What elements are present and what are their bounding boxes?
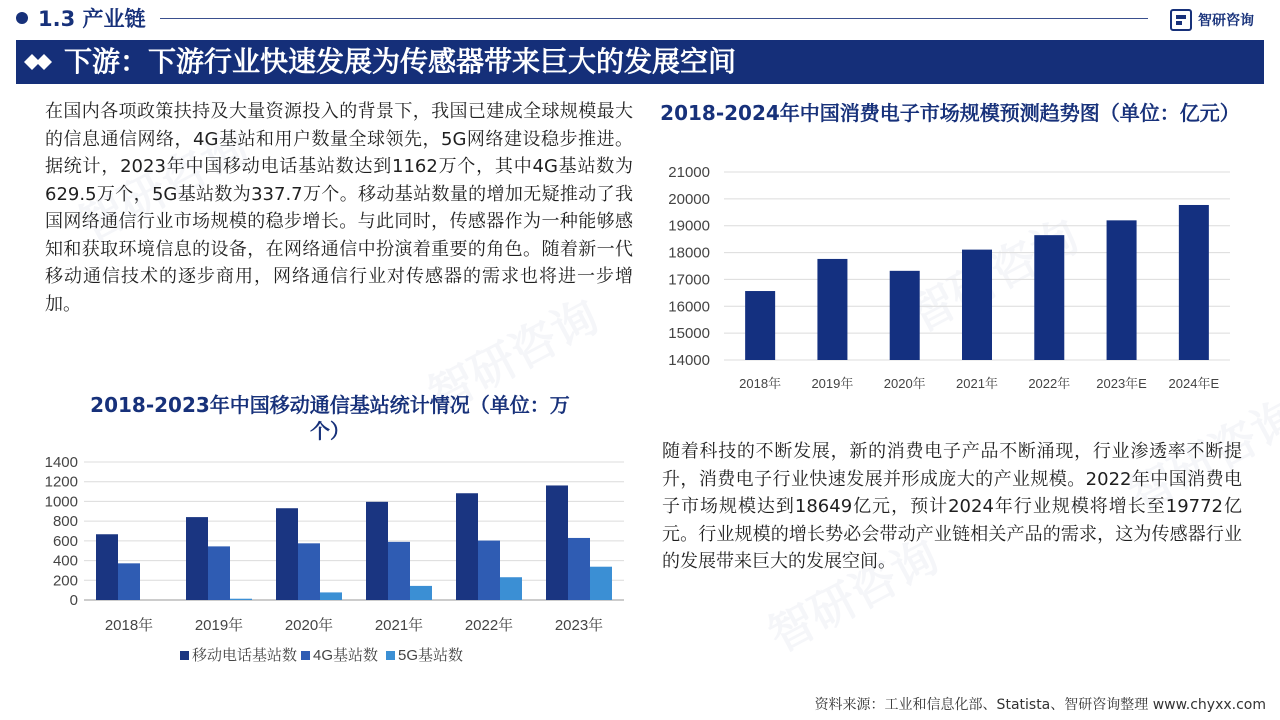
body-paragraph-right: 随着科技的不断发展，新的消费电子产品不断涌现，行业渗透率不断提升，消费电子行业快速发展并形成庞大的产业规模。2022年中国消费电子市场规模达到18649亿元，预计2024年行业规模将增长至19772亿元。行业规模的增长势必会带动产业链相关产品的需求，这为传感器行业的发展带来巨大的发展空间。: [662, 441, 1242, 572]
bar-mobile: [456, 493, 478, 600]
base-station-chart-title: 2018-2023年中国移动通信基站统计情况（单位：万个）: [90, 393, 570, 443]
legend-label: 移动电话基站数: [192, 647, 298, 664]
header-divider: [160, 18, 1148, 19]
y-tick-label: 600: [52, 532, 78, 550]
x-tick-label: 2022年: [464, 617, 514, 634]
title-banner: [16, 40, 1264, 84]
bar-4g: [118, 563, 140, 600]
x-tick-label: 2023年: [554, 617, 604, 634]
y-tick-label: 16000: [668, 298, 710, 316]
bar-5g: [230, 599, 252, 600]
brand-logo-icon: [1170, 9, 1192, 31]
x-tick-label: 2022年: [1028, 376, 1071, 391]
x-tick-label: 2020年: [883, 376, 926, 391]
bar-4g: [478, 541, 500, 600]
x-tick-label: 2019年: [811, 376, 854, 391]
y-tick-label: 0: [69, 592, 78, 609]
x-tick-label: 2024年E: [1168, 376, 1220, 391]
bar-5g: [320, 592, 342, 600]
brand-name: 智研咨询: [1198, 13, 1254, 29]
legend-label: 5G基站数: [398, 647, 464, 664]
y-tick-label: 18000: [668, 244, 710, 262]
consumer-electronics-chart-title: 2018-2024年中国消费电子市场规模预测趋势图（单位：亿元）: [660, 101, 1240, 125]
diamond-icon: [24, 52, 58, 72]
y-tick-label: 1200: [44, 473, 78, 491]
bar-4g: [298, 543, 320, 600]
y-tick-label: 19000: [668, 217, 710, 235]
source-note: 资料来源：工业和信息化部、Statista、智研咨询整理 www.chyxx.com: [814, 697, 1266, 713]
bar-market-size: [890, 271, 920, 360]
y-tick-label: 1000: [44, 493, 78, 511]
y-tick-label: 17000: [668, 271, 710, 289]
section-label: 1.3 产业链: [38, 7, 146, 31]
bar-market-size: [745, 291, 775, 360]
x-tick-label: 2021年: [956, 376, 998, 391]
x-tick-label: 2020年: [284, 617, 334, 634]
x-tick-label: 2023年E: [1096, 376, 1147, 391]
y-tick-label: 14000: [668, 352, 710, 369]
bar-market-size: [1034, 235, 1064, 360]
bar-market-size: [962, 250, 992, 360]
legend-swatch: [180, 651, 189, 660]
bar-mobile: [186, 517, 208, 600]
bar-4g: [568, 538, 590, 600]
y-tick-label: 21000: [668, 164, 710, 181]
bar-5g: [410, 586, 432, 600]
bar-5g: [500, 577, 522, 600]
banner-title: 下游：下游行业快速发展为传感器带来巨大的发展空间: [64, 45, 737, 78]
top-header: [0, 0, 1280, 40]
bar-mobile: [276, 508, 298, 600]
bar-market-size: [1107, 220, 1137, 360]
bar-mobile: [96, 534, 118, 600]
y-tick-label: 15000: [668, 325, 710, 343]
y-tick-label: 1400: [44, 454, 78, 471]
bar-mobile: [366, 502, 388, 600]
body-paragraph-left: 在国内各项政策扶持及大量资源投入的背景下，我国已建成全球规模最大的信息通信网络，4G基站和用户数量全球领先，5G网络建设稳步推进。据统计，2023年中国移动电话基站数达到1162万个，其中4G基站数为629.5万个，5G基站数为337.7万个。移动基站数量的增加无疑推动了我国网络通信行业市场规模的稳步增长。与此同时，传感器作为一种能够感知和获取环境信息的设备，在网络通信中扮演着重要的角色。随着新一代移动通信技术的逐步商用，网络通信行业对传感器的需求也将进一步增加。: [45, 101, 633, 315]
x-tick-label: 2019年: [194, 617, 244, 634]
bar-market-size: [1179, 205, 1209, 360]
bar-mobile: [546, 485, 568, 600]
bar-market-size: [817, 259, 847, 360]
brand: [1170, 6, 1254, 34]
legend-swatch: [386, 651, 395, 660]
consumer-electronics-chart: [640, 158, 1240, 398]
x-tick-label: 2018年: [739, 376, 782, 391]
bar-4g: [388, 542, 410, 600]
y-tick-label: 400: [52, 552, 78, 570]
y-tick-label: 800: [52, 513, 78, 531]
bar-5g: [590, 567, 612, 600]
base-station-chart: [40, 448, 640, 678]
legend-label: 4G基站数: [313, 647, 379, 664]
bar-4g: [208, 546, 230, 600]
x-tick-label: 2018年: [104, 617, 154, 634]
legend-swatch: [301, 651, 310, 660]
y-tick-label: 20000: [668, 190, 710, 208]
x-tick-label: 2021年: [374, 617, 424, 634]
y-tick-label: 200: [52, 572, 78, 590]
bullet-dot-icon: [16, 12, 28, 24]
